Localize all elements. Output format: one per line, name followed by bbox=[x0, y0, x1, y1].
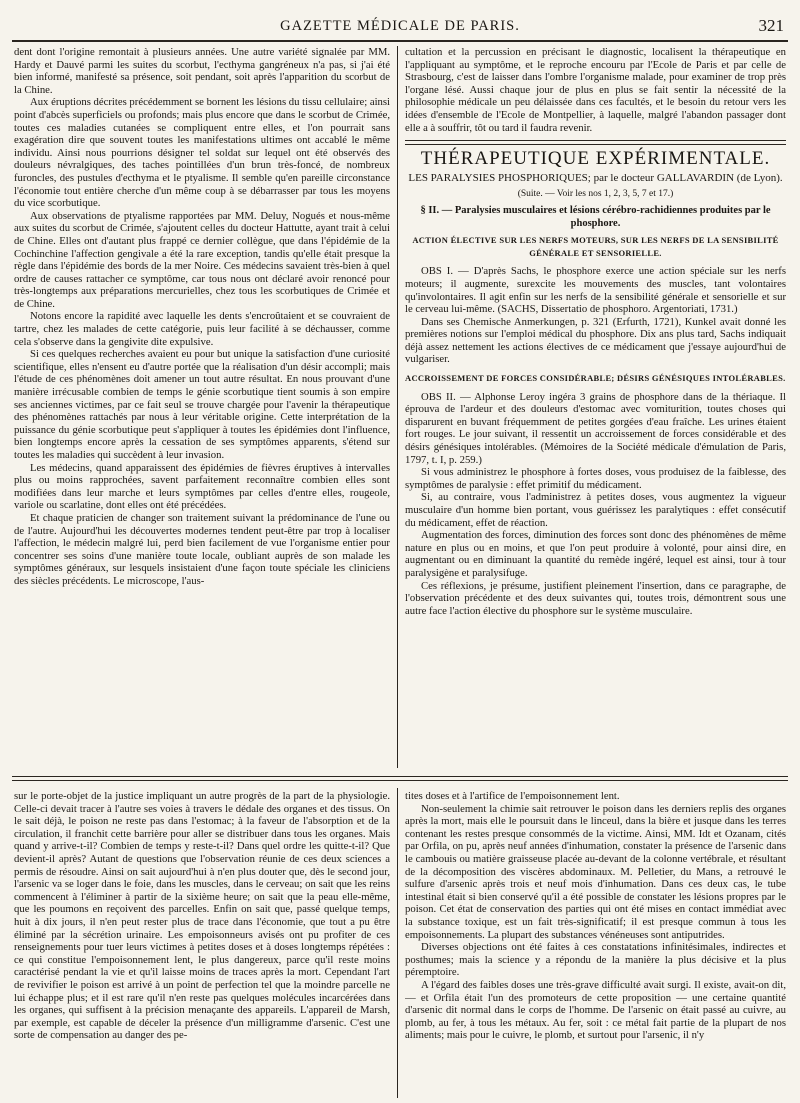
paragraph: OBS I. — D'après Sachs, le phosphore exerce une action spéciale sur les nerfs moteurs; il augmente, surexcite les mouvements des muscles, tant volontaires qu'involontaires. Il agit enfin sur les nerfs de la sensibilité générale et sensorielle et sur le cerveau lui-même. (SACHS, Dissertatio de phosphoro. Argentoriati, 1731.) bbox=[405, 265, 786, 316]
section-title: THÉRAPEUTIQUE EXPÉRIMENTALE. bbox=[420, 148, 771, 170]
page-header bbox=[12, 16, 788, 42]
article-section-heading: § II. — Paralysies musculaires et lésions cérébro-rachidiennes produites par le phosphore. bbox=[420, 204, 771, 229]
paragraph: Augmentation des forces, diminution des forces sont donc des phénomènes de même nature en plus ou en moins, et que l'on peut produire à volonté, pour ainsi dire, en augmentant ou en diminuant la quantité du remède ingéré, lequel est ainsi, tour à tour paralysigène et paralysifuge. bbox=[405, 529, 786, 579]
section-separator bbox=[405, 140, 786, 145]
paragraph: sur le porte-objet de la justice impliquant un autre progrès de la part de la physiologie. Celle-ci devait tracer à l'autre ses voies à travers le dédale des organes et des tissus. On le sait déjà, le poison ne reste pas dans l'estomac; à la faveur de l'absorption et de la circulation, il franchit cette barrière pour aller se distribuer dans tous les organes. Mais quand y arrive-t-il? Combien de temps y reste-t-il? Dans quel ordre les quitte-t-il? Que devient-il après? Autant de questions que l'observation réunie de ces deux sciences a permis de résoudre. Ainsi on sait aujourd'hui à n'en plus douter que, dès le second jour, l'arsenic va se loger dans le foie, dans les muscles, dans le cerveau; on sait que les reins commencent à l'éliminer à partir de la sixième heure; on sait que la peau elle-même, que les poumons en reçoivent des parcelles. Enfin on sait que, passé quelque temps, huit à dix jours, il n'en peut rester plus de trace dans l'économie, que tout a pu être éliminé par la sécrétion urinaire. Les empoisonneurs avisés ont pu profiter de ces renseignements pour tuer leurs victimes à petites doses et à doses longtemps répétées : ce qui constitue l'empoisonnement lent, le plus dangereux, parce qu'il reste moins caractérisé pendant la vie et qu'il laisse moins de traces après la mort. Cependant l'art de revivifier le poison est arrivé à un point de perfection tel que la moindre parcelle ne lui échappe plus; et il est rare qu'il n'en reste pas quelques molécules incarcérées dans les organes, qui suffisent à la précision menaçante des appareils. L'appareil de Marsh, par exemple, est capable de déceler la présence d'un milligramme d'arsenic. C'est une sorte de compensation au danger des pe- bbox=[14, 790, 390, 1042]
paragraph: Si ces quelques recherches avaient eu pour but unique la satisfaction d'une curiosité scientifique, elles n'ensent eu d'autre portée que la réalisation d'un désir accompli; mais l'étude de ces phénomènes doit amener un tout autre résultat. En nous prouvant d'une manière irrécusable combien de temps le génie scorbutique tient soumis à son empire ses anciennes victimes, par ce fait seul se trouve chargée pour l'avenir la thérapeutique des phénomènes rattachés par nous à leur véritable origine. Cette interprétation de la puissance du génie scorbutique peut s'appliquer à toutes les épidémies dont l'influence, bien longtemps encore après la cessation de ses symptômes apparents, s'étend sur toutes les maladies qui succèdent à leur invasion. bbox=[14, 348, 390, 461]
action-heading: ACTION ÉLECTIVE SUR LES NERFS MOTEURS, SUR LES NERFS DE LA SENSIBILITÉ GÉNÉRALE ET SENSORIELLE. bbox=[412, 235, 779, 258]
paragraph: Si vous administrez le phosphore à fortes doses, vous produisez de la faiblesse, des symptômes de paralysie : effet primitif du médicament. bbox=[405, 466, 786, 491]
right-top-intro bbox=[405, 46, 786, 134]
paragraph: Dans ses Chemische Anmerkungen, p. 321 (Erfurth, 1721), Kunkel avait donné les premières notions sur l'emploi médical du phosphore. Dix ans plus tard, Sachs indiquait déjà assez nettement les actions électives de ce médicament que j'essaye aujourd'hui de vulgariser. bbox=[405, 315, 786, 366]
paragraph: Ces réflexions, je présume, justifient pleinement l'insertion, dans ce paragraphe, de l'observation précédente et des deux suivantes qui, toutes trois, démontrent sous une autre face l'action élective du phosphore sur le système musculaire. bbox=[405, 579, 786, 617]
page-horizontal-separator bbox=[12, 776, 788, 781]
paragraph: Aux observations de ptyalisme rapportées par MM. Deluy, Nogués et nous-même aux suites du scorbut de Crimée, s'ajoutent celles du docteur Hattutte, ayant trait à celui de Chine. Elles ont d'autant plus frappé ce dernier collègue, que dans l'épidémie de la Cochinchine l'affection gengivale a été la rare exception, tandis qu'elle était presque la règle dans l'épidémie des bords de la mer Noire. Ces médecins savaient très-bien à quel ordre de causes rattacher ce symptôme, car tous nous ont déclaré avoir renoncé pour très-longtemps aux préparations mercurielles, chez tous les scorbutiques de Crimée et de Chine. bbox=[14, 209, 390, 310]
paragraph: Les médecins, quand apparaissent des épidémies de fièvres éruptives à intervalles plus ou moins rapprochées, savent parfaitement reconnaître combien elles sont modifiées dans leur marche et leurs symptômes par celles d'entre elles, rougeole, variole ou scarlatine, dont elles ont été précédées. bbox=[14, 461, 390, 512]
paragraph: Aux éruptions décrites précédemment se bornent les lésions du tissu cellulaire; ainsi point d'abcès superficiels ou profonds; mais plus encore que dans le scorbut de Crimée, toutes ces maladies cutanées se compliquent entre elles, et l'on pourrait sans exagération dire que souvent toutes les manifestations ultimes ont accablé le même individu. Ainsi nous pourrions désigner tel soldat sur lequel ont été observés des douleurs névralgiques, des taches pointillées d'un brun très-foncé, de nombreux furoncles, des pustules d'ecthyma et le ptyalisme. Il semble qu'en pareille circonstance l'économie tout entière cherche d'un même coup à se débarrasser par tous les moyens du vice scorbutique. bbox=[14, 96, 390, 210]
paragraph: dent dont l'origine remontait à plusieurs années. Une autre variété signalée par MM. Hardy et Dauvé parmi les suites du scorbut, l'ecthyma gangréneux n'a pas, si j'ai été bien informé, manifesté sa présence, soit pendant, soit après l'apparition du scorbut de la Chine. bbox=[14, 46, 390, 96]
paragraph: cultation et la percussion en précisant le diagnostic, localisent la thérapeutique en l'appliquant au symptôme, et le reproche encouru par l'Ecole de Paris et par celle de Strasbourg, c'est de laisser dans l'ombre l'organisme malade, pour examiner de trop près l'organe lésé. Aussi chaque jour de plus en plus se fait sentir la nécessité de la philosophie médicale un peu délaissée dans ces facultés, et le besoin du retour vers les idées d'ensemble de l'Ecole de Montpellier, à laquelle, malgré l'abandon passager dont elle a à souffrir, tôt ou tard il faudra revenir. bbox=[405, 46, 786, 134]
paragraph: Diverses objections ont été faites à ces constatations infinitésimales, indirectes et posthumes; mais la science y a répondu de la manière la plus décisive et la plus péremptoire. bbox=[405, 941, 786, 979]
article-suite: (Suite. — Voir les nos 1, 2, 3, 5, 7 et 17.) bbox=[517, 189, 674, 200]
journal-title: GAZETTE MÉDICALE DE PARIS. bbox=[280, 18, 520, 34]
left-top-column bbox=[14, 46, 390, 766]
paragraph: Notons encore la rapidité avec laquelle les dents s'encroûtaient et se couvraient de tartre, chez les malades de cette catégorie, puis leur facilité à se déchausser, comme cela s'observe dans la gengivite dite expulsive. bbox=[14, 310, 390, 348]
paragraph: Si, au contraire, vous l'administrez à petites doses, vous augmentez la vigueur musculaire d'un homme bien portant, vous guérissez les paralytiques : effet consécutif du médicament, effet de réaction. bbox=[405, 491, 786, 529]
observations-b bbox=[405, 391, 786, 618]
article-subtitle: LES PARALYSIES PHOSPHORIQUES; par le docteur GALLAVARDIN (de Lyon). bbox=[408, 171, 783, 184]
paragraph: Non-seulement la chimie sait retrouver le poison dans les derniers replis des organes après la mort, mais elle le poursuit dans le linceul, dans la bière et jusque dans les terres contenant les restes presque consommés de la victime. Ainsi, MM. Idt et Ozanam, cités par Orfila, on pu, après neuf années d'inhumation, constater la présence de l'arsenic dans le cambouis ou matière graisseuse placée au-devant de la colonne vertébrale, et résultant de la décomposition des viscères abdominaux. M. Pelletier, du Mans, a retrouvé le sulfure d'arsenic après trois et neuf mois d'inhumation. Dans ces deux cas, le tube intestinal était si bien conservé qu'il a été possible de constater les lésions propres par le poison. Cet état de conservation des parties qui ont été mises en contact immédiat avec la substance toxique, est un fait très-significatif; il est presque commun à tous les empoisonnements. La plupart des substances vénéneuses sont antiputrides. bbox=[405, 802, 786, 941]
left-bottom-column bbox=[14, 790, 390, 1096]
paragraph: Et chaque praticien de changer son traitement suivant la prédominance de l'une ou de l'autre. Aujourd'hui les découvertes modernes tendent peut-être par trop à localiser l'affection, le médecin malgré lui, perd bien facilement de vue l'organisme entier pour concentrer ses soins d'une manière toute locale, oubliant auprès de son malade les symptômes généraux, sur lesquels insistaient d'une façon toute spéciale les cliniciens des siècles précédents. Le microscope, l'aus- bbox=[14, 511, 390, 587]
paragraph: OBS II. — Alphonse Leroy ingéra 3 grains de phosphore dans de la thériaque. Il éprouva de l'ardeur et des douleurs d'estomac avec vomiturition, toutes choses qui disparurent en buvant fréquemment de petites gorgées d'eau fraîche. Les urines étaient fort rouges. Le jour suivant, il ressentit un accroissement de forces considérable et des désirs génésiques intolérables. (Mémoires de la Société médicale d'émulation de Paris, 1797, t. I, p. 259.) bbox=[405, 390, 786, 466]
page-number: 321 bbox=[758, 16, 784, 35]
paragraph: tites doses et à l'artifice de l'empoisonnement lent. bbox=[405, 790, 620, 802]
observations-a bbox=[405, 265, 786, 366]
right-bottom-column bbox=[405, 790, 786, 1096]
accroissement-heading: ACCROISSEMENT DE FORCES CONSIDÉRABLE; DÉSIRS GÉNÉSIQUES INTOLÉRABLES. bbox=[405, 373, 786, 384]
right-top-column bbox=[405, 46, 786, 768]
paragraph: A l'égard des faibles doses une très-grave difficulté avait surgi. Il existe, avait-on dit, — et Orfila était l'un des promoteurs de cette proposition — une certaine quantité d'arsenic dit normal dans le corps de l'homme. De l'arsenic on était passé au cuivre, au plomb, au fer, à tous les métaux. Au fer, soit : ce métal fait partie de la plupart de nos aliments; mais pour le cuivre, le plomb, et surtout pour l'arsenic, il n'y bbox=[405, 978, 786, 1042]
column-divider-top bbox=[397, 46, 398, 768]
column-divider-bottom bbox=[397, 788, 398, 1098]
